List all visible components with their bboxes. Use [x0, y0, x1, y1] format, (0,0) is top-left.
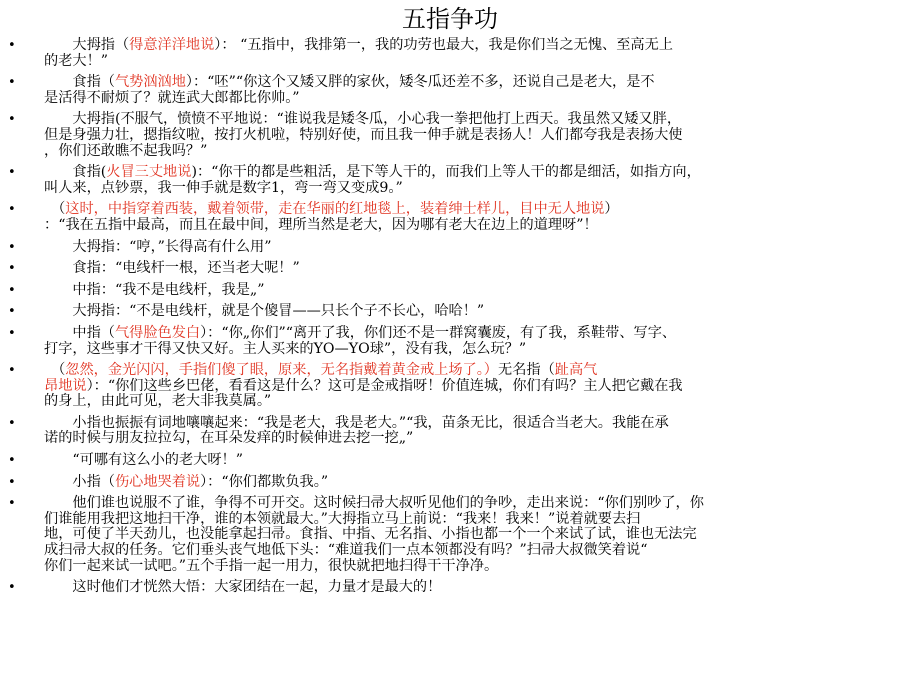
- dialogue-text: 大拇指（: [44, 37, 130, 53]
- action-annotation: 气势汹汹地: [114, 74, 186, 91]
- story-paragraph: [8, 580, 874, 596]
- story-paragraph: [8, 416, 874, 447]
- paragraph-line: [44, 527, 874, 543]
- action-annotation: 气得脸色发白: [114, 324, 201, 341]
- story-paragraph: [8, 283, 874, 299]
- dialogue-text: 中指：“我不是电线杆，我是„”: [44, 281, 265, 298]
- story-paragraph: [8, 326, 874, 357]
- paragraph-line: [44, 181, 874, 197]
- paragraph-line: [44, 394, 874, 410]
- paragraph-line: [44, 559, 874, 575]
- bullet-icon: •: [8, 165, 16, 181]
- paragraph-line: [44, 580, 874, 596]
- bullet-icon: •: [8, 38, 16, 53]
- dialogue-text: 这时他们才恍然大悟：大家团结在一起，力量才是最大的！: [44, 579, 442, 596]
- dialogue-text: 食指：“电线杆一根，还当老大呢！”: [44, 260, 300, 277]
- action-annotation: 伤心地哭着说: [114, 473, 201, 490]
- dialogue-text: 们谁能用我把这地扫干净，谁的本领就最大。”大拇指立马上前说：“我来！我来！”说着就要去扫: [44, 510, 641, 527]
- dialogue-text: 中指（: [44, 324, 115, 341]
- dialogue-text: ）：“你们这些乡巴佬，看看这是什么？这可是金戒指呀！价值连城，你们有吗？主人把它戴在我: [86, 377, 683, 394]
- action-annotation: 火冒三丈地说: [106, 164, 192, 181]
- dialogue-text: “可哪有这么小的老大呀！”: [44, 452, 243, 469]
- paragraph-line: [44, 128, 874, 144]
- story-paragraph: [8, 38, 874, 69]
- paragraph-line: [44, 496, 874, 512]
- story-paragraph: [8, 475, 874, 491]
- dialogue-text: ）：“你们都欺负我。”: [200, 473, 329, 490]
- paragraph-line: [44, 240, 874, 256]
- dialogue-text: 他们谁也说服不了谁，争得不可开交。这时候扫帚大叔听见他们的争吵，走出来说：“你们别吵了，你: [44, 495, 704, 512]
- story-paragraph: [8, 363, 874, 410]
- paragraph-line: [44, 363, 874, 379]
- dialogue-text: ）：“呸”“你这个又矮又胖的家伙，矮冬瓜还差不多，还说自己是老大，是不: [185, 74, 655, 91]
- action-annotation: 得意洋洋地说: [129, 37, 215, 53]
- bullet-icon: •: [8, 202, 16, 218]
- dialogue-text: 成扫帚大叔的任务。它们垂头丧气地低下头：“难道我们一点本领都没有吗？”扫帚大叔微笑着说“: [44, 542, 648, 559]
- dialogue-text: ，你们还敢瞧不起我吗？”: [44, 142, 208, 159]
- bullet-icon: •: [8, 282, 16, 298]
- paragraph-line: [44, 342, 874, 358]
- bullet-icon: •: [8, 325, 16, 341]
- dialogue-text: 是活得不耐烦了？就连武大郎都比你帅。”: [44, 89, 300, 106]
- dialogue-text: （: [44, 362, 66, 379]
- dialogue-text: 诺的时候与朋友拉拉勾，在耳朵发痒的时候伸进去挖一挖„”: [44, 430, 414, 447]
- dialogue-text: 大拇指：“不是电线杆，就是个傻冒——只长个子不长心，哈哈！”: [44, 303, 485, 320]
- dialogue-text: 无名指（: [498, 362, 555, 379]
- bullet-icon: •: [8, 415, 16, 431]
- dialogue-text: （: [44, 201, 66, 218]
- paragraph-line: [44, 91, 874, 107]
- action-annotation: 趾高气: [554, 362, 598, 379]
- story-paragraph: [8, 304, 874, 320]
- paragraph-line: [44, 54, 874, 70]
- paragraph-line: [44, 475, 874, 491]
- paragraph-line: [44, 543, 874, 559]
- dialogue-text: 的身上，由此可见，老大非我莫属。”: [44, 393, 272, 410]
- bullet-icon: •: [8, 75, 16, 91]
- story-paragraph: [8, 453, 874, 469]
- dialogue-text: 打字，这些事才干得又快又好。主人买来的YO—YO球”，没有我，怎么玩？”: [44, 340, 527, 357]
- dialogue-text: ）: [604, 201, 619, 218]
- dialogue-text: 的老大！”: [44, 52, 109, 69]
- dialogue-text: 但是身强力壮，摁指纹啦，按打火机啦，特别好使，而且我一伸手就是表扬人！人们都夸我是表扬大使: [44, 126, 683, 143]
- paragraph-line: [44, 165, 874, 181]
- bullet-icon: •: [8, 453, 16, 469]
- page-title: 五指争功: [402, 5, 498, 33]
- bullet-icon: •: [8, 261, 16, 277]
- dialogue-text: )：“你干的都是些粗活，是下等人干的，而我们上等人干的都是细活，如指方向，: [191, 164, 701, 181]
- story-paragraph: [8, 75, 874, 106]
- dialogue-text: ）：“你„你们”“离开了我，你们还不是一群窝囊废，有了我，系鞋带、写字、: [200, 324, 677, 341]
- dialogue-text: 大拇指：“哼，”长得高有什么用”: [44, 238, 272, 255]
- paragraph-line: [44, 75, 874, 91]
- action-annotation: 这时，中指穿着西装，戴着领带，走在华丽的红地毯上，装着绅士样儿，目中无人地说: [65, 201, 605, 218]
- story-body: [8, 38, 874, 602]
- paragraph-line: [44, 202, 874, 218]
- dialogue-text: ：“我在五指中最高，而且在最中间，理所当然是老大，因为哪有老大在边上的道理呀”！: [44, 216, 598, 233]
- paragraph-line: [44, 144, 874, 160]
- paragraph-line: [44, 38, 874, 54]
- bullet-icon: •: [8, 112, 16, 128]
- story-paragraph: [8, 496, 874, 574]
- bullet-icon: •: [8, 239, 16, 255]
- bullet-icon: •: [8, 474, 16, 490]
- dialogue-text: 小指也振振有词地嚷嚷起来：“我是老大，我是老大。”“我，苗条无比，很适合当老大。我能在承: [44, 414, 669, 431]
- story-paragraph: [8, 165, 874, 196]
- paragraph-line: [44, 326, 874, 342]
- bullet-icon: •: [8, 304, 16, 320]
- story-paragraph: [8, 261, 874, 277]
- paragraph-line: [44, 431, 874, 447]
- dialogue-text: 你们一起来试一试吧。”五个手指一起一用力，很快就把地扫得干干净净。: [44, 557, 499, 574]
- dialogue-text: 大拇指(不服气，愤愤不平地说：“谁说我是矮冬瓜，小心我一拳把他打上西天。我虽然又矮又胖，: [44, 111, 682, 128]
- paragraph-line: [44, 304, 874, 320]
- dialogue-text: ）： “五指中，我排第一，我的功劳也最大，我是你们当之无愧、至高无上: [214, 37, 673, 53]
- paragraph-line: [44, 379, 874, 395]
- paragraph-line: [44, 112, 874, 128]
- paragraph-line: [44, 261, 874, 277]
- paragraph-line: [44, 453, 874, 469]
- bullet-icon: •: [8, 496, 16, 512]
- dialogue-text: 食指(: [44, 164, 107, 181]
- story-paragraph: [8, 202, 874, 233]
- action-annotation: 忽然，金光闪闪，手指们傻了眼，原来，无名指戴着黄金戒上场了。）: [65, 362, 498, 379]
- dialogue-text: 食指（: [44, 74, 115, 91]
- paragraph-line: [44, 218, 874, 234]
- dialogue-text: 地，可使了半天劲儿，也没能拿起扫帚。食指、中指、无名指、小指也都一个一个来试了试，谁也无法完: [44, 526, 697, 543]
- story-paragraph: [8, 240, 874, 256]
- story-paragraph: [8, 112, 874, 159]
- bullet-icon: •: [8, 363, 16, 379]
- action-annotation: 昂地说: [44, 377, 87, 394]
- bullet-icon: •: [8, 580, 16, 596]
- dialogue-text: 小指（: [44, 473, 115, 490]
- paragraph-line: [44, 283, 874, 299]
- dialogue-text: 叫人来，点钞票，我一伸手就是数字1，弯一弯又变成9。”: [44, 179, 403, 196]
